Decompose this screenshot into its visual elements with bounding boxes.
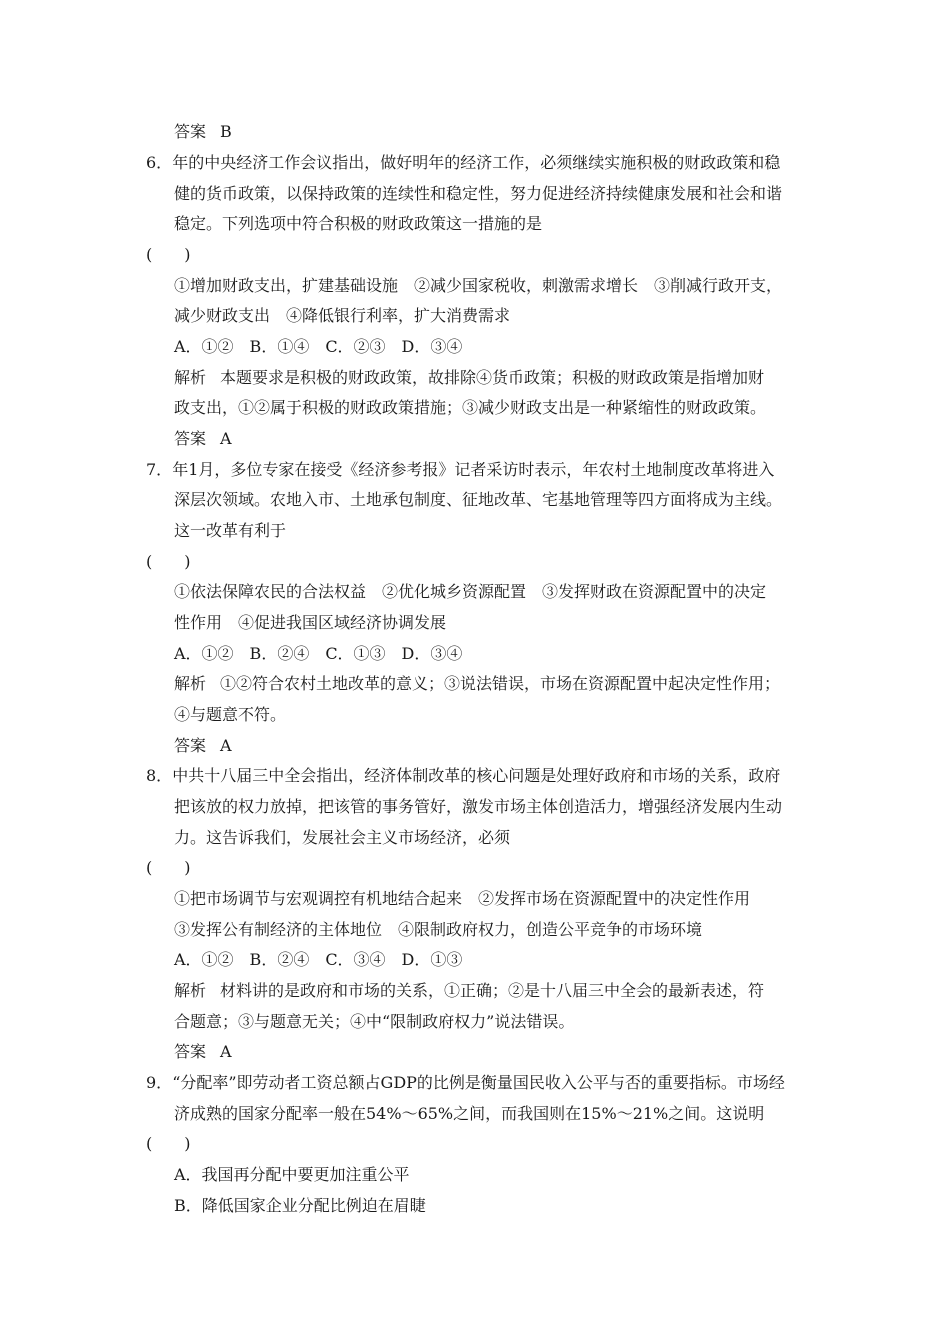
answer-label: 答案 xyxy=(174,429,207,448)
q5-answer xyxy=(174,122,232,142)
q7-choices: A．①② B．②④ C．①③ D．③④ xyxy=(174,644,463,663)
q6-stem-line-1: 6．年的中央经济工作会议指出，做好明年的经济工作，必须继续实施积极的财政政策和稳 xyxy=(146,153,781,172)
q6-analysis-line-2: 政支出，①②属于积极的财政政策措施；③减少财政支出是一种紧缩性的财政政策。 xyxy=(174,398,767,417)
q8-options-line-2: ③发挥公有制经济的主体地位 ④限制政府权力，创造公平竞争的市场环境 xyxy=(174,920,703,939)
q9-stem-line-2: 济成熟的国家分配率一般在54%～65%之间，而我国则在15%～21%之间。这说明 xyxy=(174,1104,765,1123)
q9-option-b: B．降低国家企业分配比例迫在眉睫 xyxy=(174,1196,426,1215)
q7-analysis-line-2: ④与题意不符。 xyxy=(174,705,287,724)
answer-label: 答案 xyxy=(174,736,207,755)
answer-value: A xyxy=(220,1042,232,1061)
q8-options-line-1: ①把市场调节与宏观调控有机地结合起来 ②发挥市场在资源配置中的决定性作用 xyxy=(174,889,751,908)
q7-stem-line-1: 7．年1月，多位专家在接受《经济参考报》记者采访时表示，年农村土地制度改革将进入 xyxy=(146,460,775,479)
q7-stem-line-3: 这一改革有利于 xyxy=(174,521,287,540)
q9-option-a: A．我国再分配中要更加注重公平 xyxy=(174,1165,410,1184)
answer-value: A xyxy=(220,736,232,755)
q8-analysis-line-1: 解析 材料讲的是政府和市场的关系，①正确；②是十八届三中全会的最新表述，符 xyxy=(174,981,765,1000)
q8-stem-line-2: 把该放的权力放掉，把该管的事务管好，激发市场主体创造活力，增强经济发展内生动 xyxy=(174,797,783,816)
analysis-label: 解析 xyxy=(174,368,207,387)
q6-analysis-line-1: 解析 本题要求是积极的财政政策，故排除④货币政策；积极的财政政策是指增加财 xyxy=(174,368,765,387)
q9-stem-line-1: 9．“分配率”即劳动者工资总额占GDP的比例是衡量国民收入公平与否的重要指标。市场经 xyxy=(146,1073,785,1092)
answer-label: 答案 xyxy=(174,1042,207,1061)
answer-value: B xyxy=(220,122,232,141)
q8-stem-line-1: 8．中共十八届三中全会指出，经济体制改革的核心问题是处理好政府和市场的关系，政府 xyxy=(146,766,781,785)
q6-answer-paren: ( ) xyxy=(146,245,191,264)
q6-options-line-1: ①增加财政支出，扩建基础设施 ②减少国家税收，刺激需求增长 ③削减行政开支， xyxy=(174,276,783,295)
answer-value: A xyxy=(220,429,232,448)
answer-label: 答案 xyxy=(174,122,207,141)
q8-answer xyxy=(174,1042,232,1062)
q7-stem-line-2: 深层次领域。农地入市、土地承包制度、征地改革、宅基地管理等四方面将成为主线。 xyxy=(174,490,783,509)
q8-answer-paren: ( ) xyxy=(146,858,191,877)
analysis-label: 解析 xyxy=(174,981,207,1000)
question-number: 8． xyxy=(146,766,173,785)
q9-answer-paren: ( ) xyxy=(146,1134,191,1153)
q6-options-line-2: 减少财政支出 ④降低银行利率，扩大消费需求 xyxy=(174,306,511,325)
q7-answer xyxy=(174,736,232,756)
q6-choices: A．①② B．①④ C．②③ D．③④ xyxy=(174,337,463,356)
analysis-label: 解析 xyxy=(174,674,207,693)
q6-stem-line-3: 稳定。下列选项中符合积极的财政政策这一措施的是 xyxy=(174,214,543,233)
q7-analysis-line-1: 解析 ①②符合农村土地改革的意义；③说法错误，市场在资源配置中起决定性作用； xyxy=(174,674,781,693)
question-number: 6． xyxy=(146,153,173,172)
q6-stem-line-2: 健的货币政策，以保持政策的连续性和稳定性，努力促进经济持续健康发展和社会和谐 xyxy=(174,184,783,203)
q8-stem-line-3: 力。这告诉我们，发展社会主义市场经济，必须 xyxy=(174,828,511,847)
q6-answer xyxy=(174,429,232,449)
q7-answer-paren: ( ) xyxy=(146,552,191,571)
q7-options-line-2: 性作用 ④促进我国区域经济协调发展 xyxy=(174,613,447,632)
q8-choices: A．①② B．②④ C．③④ D．①③ xyxy=(174,950,463,969)
question-number: 9． xyxy=(146,1073,173,1092)
q8-analysis-line-2: 合题意；③与题意无关；④中“限制政府权力”说法错误。 xyxy=(174,1012,575,1031)
question-number: 7． xyxy=(146,460,173,479)
q7-options-line-1: ①依法保障农民的合法权益 ②优化城乡资源配置 ③发挥财政在资源配置中的决定 xyxy=(174,582,767,601)
